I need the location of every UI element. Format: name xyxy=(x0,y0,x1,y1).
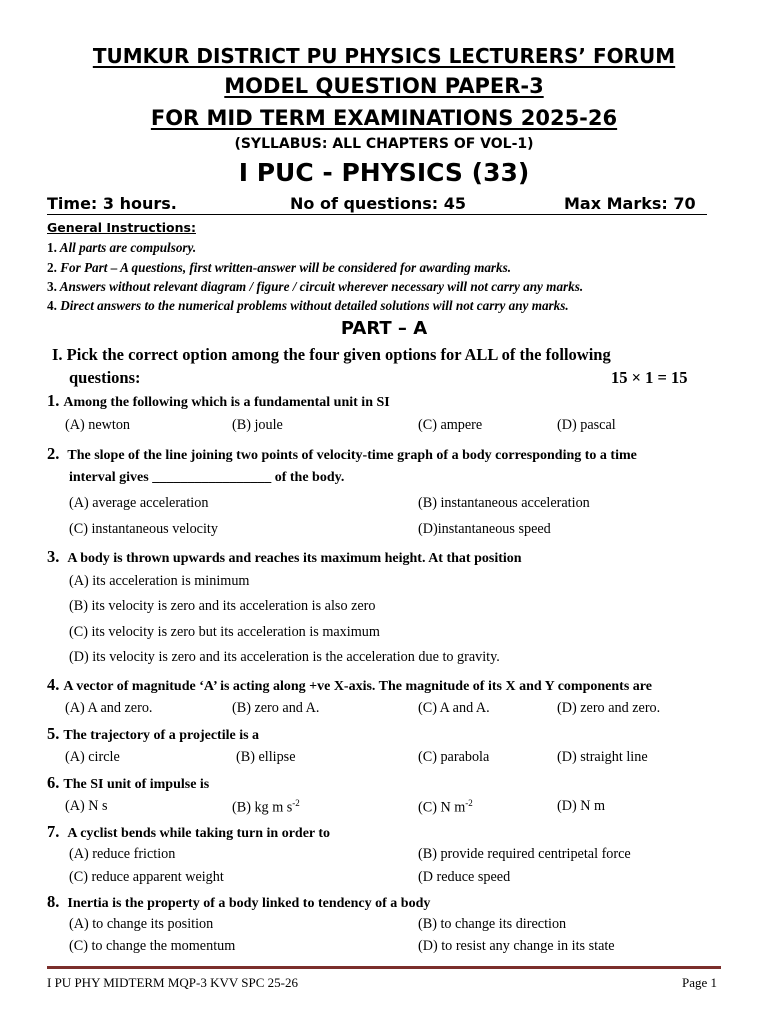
question-8 xyxy=(47,892,430,912)
option-a: (A) reduce friction xyxy=(69,846,176,862)
subject-title: I PUC - PHYSICS (33) xyxy=(238,158,530,187)
option-d: (D) its velocity is zero and its acceleration is the acceleration due to gravity. xyxy=(69,649,500,665)
option-b: (B) to change its direction xyxy=(418,916,567,932)
question-4 xyxy=(47,675,652,695)
part-a-heading: PART – A xyxy=(340,318,428,339)
option-c: (C) reduce apparent weight xyxy=(69,869,224,885)
question-text: Inertia is the property of a body linked to tendency of a body xyxy=(67,896,431,911)
question-number: 6. xyxy=(47,773,60,792)
question-number: 2. xyxy=(47,444,60,463)
question-7 xyxy=(47,822,330,842)
instruction-item: 4. Direct answers to the numerical problems without detailed solutions will not carry any marks. xyxy=(47,298,569,313)
section-instruction-cont: questions: xyxy=(69,368,141,387)
section-instruction: I. Pick the correct option among the four given options for ALL of the following xyxy=(52,345,611,364)
question-text: A cyclist bends while taking turn in order to xyxy=(67,826,331,841)
option-b: (B) ellipse xyxy=(236,749,296,765)
syllabus-note: (SYLLABUS: ALL CHAPTERS OF VOL-1) xyxy=(234,136,534,152)
question-number: 3. xyxy=(47,547,60,566)
question-text: The SI unit of impulse is xyxy=(63,777,210,792)
forum-title: TUMKUR DISTRICT PU PHYSICS LECTURERS’ FORUM xyxy=(92,44,676,68)
exam-meta-bar xyxy=(47,194,707,215)
exam-title: FOR MID TERM EXAMINATIONS 2025-26 xyxy=(150,106,618,130)
question-text: A vector of magnitude ‘A’ is acting along +ve X-axis. The magnitude of its X and Y components are xyxy=(63,679,652,694)
page-number: Page 1 xyxy=(682,975,718,990)
question-2 xyxy=(47,444,637,464)
option-d: (D) zero and zero. xyxy=(557,700,661,716)
option-d: (D) N m xyxy=(557,798,606,814)
option-b: (B) zero and A. xyxy=(232,700,320,716)
question-number: 7. xyxy=(47,822,60,841)
option-d: (D reduce speed xyxy=(418,869,511,885)
option-b: (B) instantaneous acceleration xyxy=(418,495,590,511)
option-c: (C) ampere xyxy=(418,417,483,433)
time-label: Time: 3 hours. xyxy=(47,194,177,213)
footer-rule xyxy=(47,966,721,969)
option-a: (A) A and zero. xyxy=(65,700,153,716)
option-c: (C) N $m^{-2}$ xyxy=(418,798,473,816)
option-a: (A) to change its position xyxy=(69,916,214,932)
option-d: (D)instantaneous speed xyxy=(418,521,551,537)
option-d: (D) pascal xyxy=(557,417,616,433)
option-b: (B) joule xyxy=(232,417,283,433)
question-number: 5. xyxy=(47,724,60,743)
question-number: 8. xyxy=(47,892,60,911)
option-a: (A) its acceleration is minimum xyxy=(69,573,250,589)
question-text: A body is thrown upwards and reaches its maximum height. At that position xyxy=(67,551,522,566)
option-a: (A) newton xyxy=(65,417,131,433)
max-marks-label: Max Marks: 70 xyxy=(564,194,696,213)
option-c: (C) its velocity is zero but its acceleration is maximum xyxy=(69,624,380,640)
option-b: (B) its velocity is zero and its acceleration is also zero xyxy=(69,598,376,614)
instruction-item: 1. All parts are compulsory. xyxy=(47,240,197,255)
option-a: (A) circle xyxy=(65,749,120,765)
option-c: (C) instantaneous velocity xyxy=(69,521,218,537)
question-number: 1. xyxy=(47,391,60,410)
question-3 xyxy=(47,547,522,567)
option-c: (C) A and A. xyxy=(418,700,490,716)
paper-title: MODEL QUESTION PAPER-3 xyxy=(224,74,544,98)
option-d: (D) straight line xyxy=(557,749,648,765)
option-c: (C) parabola xyxy=(418,749,490,765)
footer-code: I PU PHY MIDTERM MQP-3 KVV SPC 25-26 xyxy=(47,975,299,990)
option-b: (B) kg m $s^{-2}$ xyxy=(232,798,300,816)
question-number: 4. xyxy=(47,675,60,694)
question-1 xyxy=(47,391,390,411)
question-count-label: No of questions: 45 xyxy=(290,194,466,213)
question-text: Among the following which is a fundamental unit in SI xyxy=(63,395,390,410)
instructions-title: General Instructions: xyxy=(47,220,196,235)
section-marks: 15 × 1 = 15 xyxy=(611,368,688,387)
question-6 xyxy=(47,773,209,793)
option-c: (C) to change the momentum xyxy=(69,938,236,954)
option-a: (A) N s xyxy=(65,798,108,814)
question-text-cont: interval gives _________________ of the body. xyxy=(69,470,345,485)
question-5 xyxy=(47,724,259,744)
question-text: The slope of the line joining two points of velocity-time graph of a body corresponding to a time xyxy=(67,448,637,463)
instruction-item: 3. Answers without relevant diagram / figure / circuit wherever necessary will not carry any marks. xyxy=(47,279,584,294)
question-text: The trajectory of a projectile is a xyxy=(63,728,260,743)
option-a: (A) average acceleration xyxy=(69,495,209,511)
option-d: (D) to resist any change in its state xyxy=(418,938,615,954)
option-b: (B) provide required centripetal force xyxy=(418,846,631,862)
instruction-item: 2. For Part – A questions, first written-answer will be considered for awarding marks. xyxy=(47,260,512,275)
